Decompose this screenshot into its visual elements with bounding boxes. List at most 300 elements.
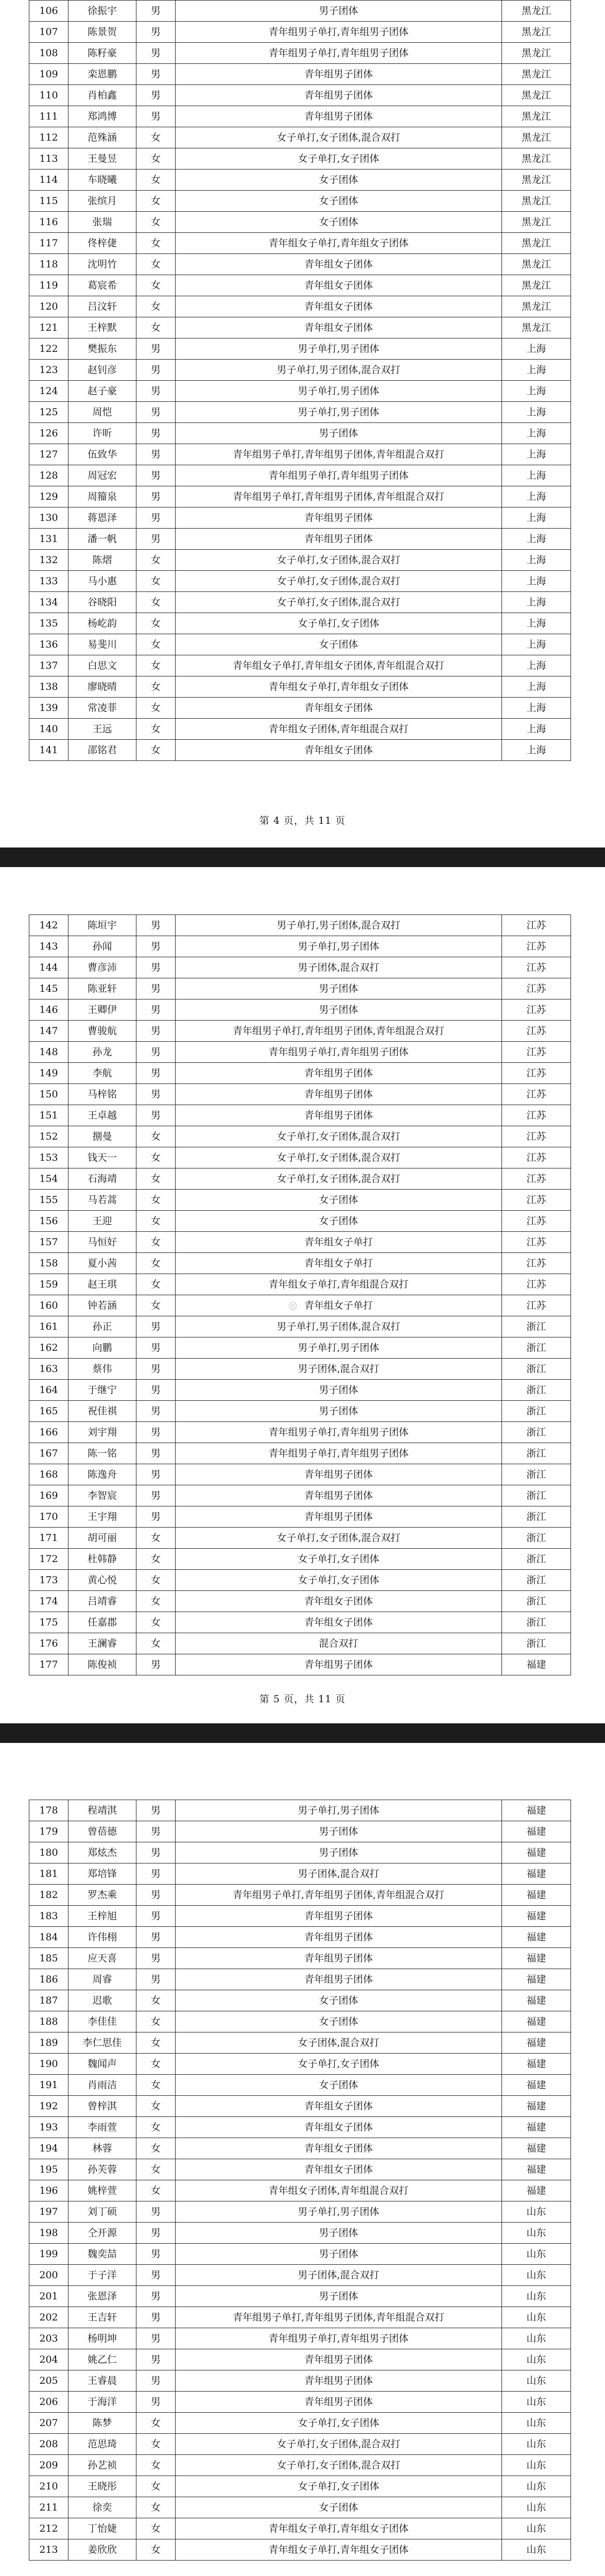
athlete-name: 郑培锋 — [68, 1863, 136, 1885]
events: 混合双打 — [176, 1633, 502, 1654]
events: 女子团体 — [176, 191, 502, 212]
athlete-name: 李航 — [68, 1063, 136, 1084]
gender: 男 — [136, 1654, 176, 1675]
table-row — [29, 2075, 571, 2096]
gender: 男 — [136, 2370, 176, 2392]
row-number: 139 — [29, 698, 68, 719]
events: 青年组男子单打,青年组男子团体,青年组混合双打 — [176, 1021, 502, 1042]
table-row — [29, 2032, 571, 2054]
table-row — [29, 1380, 571, 1401]
athlete-name: 魏闻声 — [68, 2054, 136, 2075]
province: 上海 — [502, 571, 571, 592]
events: 青年组男子单打,青年组男子团体,青年组混合双打 — [176, 444, 502, 465]
table-row — [29, 1042, 571, 1063]
table-row — [29, 1842, 571, 1863]
gender: 男 — [136, 106, 176, 127]
athlete-name: 常凌菲 — [68, 698, 136, 719]
table-row — [29, 957, 571, 978]
athlete-name: 马若蒿 — [68, 1190, 136, 1211]
province: 浙江 — [502, 1464, 571, 1485]
province: 江苏 — [502, 1168, 571, 1190]
events: 青年组女子单打,青年组混合双打 — [176, 1274, 502, 1295]
table-row — [29, 592, 571, 613]
province: 山东 — [502, 2518, 571, 2539]
row-number: 197 — [29, 2201, 68, 2223]
athlete-name: 杨屹韵 — [68, 613, 136, 634]
row-number: 158 — [29, 1253, 68, 1274]
gender: 女 — [136, 2518, 176, 2539]
table-row — [29, 1969, 571, 1990]
events: 女子单打,女子团体 — [176, 1549, 502, 1570]
events: 女子单打,女子团体,混合双打 — [176, 1168, 502, 1190]
events: 女子单打,女子团体,混合双打 — [176, 2434, 502, 2455]
athlete-name: 范思琦 — [68, 2434, 136, 2455]
table-row — [29, 2497, 571, 2518]
table-row — [29, 1612, 571, 1633]
province: 上海 — [502, 550, 571, 571]
athlete-name: 姚乙仁 — [68, 2349, 136, 2370]
province: 福建 — [502, 2054, 571, 2075]
events: 男子单打,男子团体 — [176, 1800, 502, 1821]
gender: 女 — [136, 1570, 176, 1591]
row-number: 146 — [29, 999, 68, 1021]
province: 上海 — [502, 719, 571, 740]
events: 青年组男子团体 — [176, 1948, 502, 1969]
province: 上海 — [502, 529, 571, 550]
gender: 男 — [136, 85, 176, 106]
gender: 女 — [136, 1211, 176, 1232]
table-row — [29, 1570, 571, 1591]
gender: 女 — [136, 127, 176, 148]
events: 女子单打,女子团体,混合双打 — [176, 1528, 502, 1549]
province: 上海 — [502, 465, 571, 486]
events: 男子团体,混合双打 — [176, 957, 502, 978]
athlete-name: 范殊涵 — [68, 127, 136, 148]
athlete-name: 周冠宏 — [68, 465, 136, 486]
events: 女子单打,女子团体 — [176, 2054, 502, 2075]
events: 青年组男子团体 — [176, 1084, 502, 1105]
table-row — [29, 2455, 571, 2476]
athlete-name: 陈俊祯 — [68, 1654, 136, 1675]
table-row — [29, 1906, 571, 1927]
gender: 男 — [136, 1948, 176, 1969]
row-number: 162 — [29, 1337, 68, 1359]
row-number: 110 — [29, 85, 68, 106]
row-number: 173 — [29, 1570, 68, 1591]
table-row — [29, 2476, 571, 2497]
athlete-name: 曾梓淇 — [68, 2096, 136, 2117]
events: 女子团体 — [176, 170, 502, 191]
athlete-name: 周恺 — [68, 402, 136, 423]
events: 青年组男子团体 — [176, 1906, 502, 1927]
athlete-name: 王卿伊 — [68, 999, 136, 1021]
row-number: 141 — [29, 740, 68, 761]
table-row — [29, 2539, 571, 2561]
province: 上海 — [502, 402, 571, 423]
athlete-name: 于子洋 — [68, 2265, 136, 2286]
events: 女子单打,女子团体 — [176, 1570, 502, 1591]
table-row — [29, 233, 571, 254]
row-number: 194 — [29, 2138, 68, 2159]
province: 黑龙江 — [502, 64, 571, 85]
table-row — [29, 1591, 571, 1612]
events: 男子团体,混合双打 — [176, 1863, 502, 1885]
gender: 男 — [136, 1422, 176, 1443]
athlete-name: 丁怡婕 — [68, 2518, 136, 2539]
row-number: 178 — [29, 1800, 68, 1821]
province: 江苏 — [502, 1084, 571, 1105]
events: 女子单打,女子团体,混合双打 — [176, 2455, 502, 2476]
athlete-name: 胡可丽 — [68, 1528, 136, 1549]
province: 福建 — [502, 1800, 571, 1821]
table-row — [29, 2349, 571, 2370]
gender: 男 — [136, 1063, 176, 1084]
row-number: 190 — [29, 2054, 68, 2075]
events: 男子团体 — [176, 978, 502, 999]
table-row — [29, 444, 571, 465]
province: 福建 — [502, 1821, 571, 1842]
province: 江苏 — [502, 1295, 571, 1316]
province: 山东 — [502, 2476, 571, 2497]
row-number: 149 — [29, 1063, 68, 1084]
row-number: 211 — [29, 2497, 68, 2518]
row-number: 159 — [29, 1274, 68, 1295]
row-number: 137 — [29, 655, 68, 676]
row-number: 143 — [29, 936, 68, 957]
province: 山东 — [502, 2223, 571, 2244]
row-number: 125 — [29, 402, 68, 423]
province: 福建 — [502, 2117, 571, 2138]
gender: 女 — [136, 2011, 176, 2032]
province: 黑龙江 — [502, 254, 571, 275]
athlete-name: 李智宸 — [68, 1485, 136, 1506]
athlete-name: 钟若涵 — [68, 1295, 136, 1316]
province: 福建 — [502, 1885, 571, 1906]
province: 上海 — [502, 676, 571, 698]
athlete-name: 伍致华 — [68, 444, 136, 465]
events: 女子单打,女子团体 — [176, 2413, 502, 2434]
athlete-name: 樊振东 — [68, 338, 136, 360]
athlete-name: 蔡伟 — [68, 1359, 136, 1380]
athlete-name: 潘一帆 — [68, 529, 136, 550]
row-number: 126 — [29, 423, 68, 444]
athlete-name: 郑鸿博 — [68, 106, 136, 127]
events: 青年组男子单打,青年组男子团体 — [176, 465, 502, 486]
athlete-name: 车晓曦 — [68, 170, 136, 191]
events: 女子单打,女子团体,混合双打 — [176, 1126, 502, 1147]
row-number: 132 — [29, 550, 68, 571]
gender: 男 — [136, 402, 176, 423]
gender: 女 — [136, 1633, 176, 1654]
gender: 男 — [136, 957, 176, 978]
events: 青年组男子单打,青年组男子团体 — [176, 22, 502, 43]
row-number: 151 — [29, 1105, 68, 1126]
province: 山东 — [502, 2286, 571, 2307]
gender: 女 — [136, 212, 176, 233]
table-row — [29, 2159, 571, 2180]
events: 青年组男子团体 — [176, 85, 502, 106]
row-number: 153 — [29, 1147, 68, 1168]
athlete-name: 于继宁 — [68, 1380, 136, 1401]
events: 男子团体 — [176, 1821, 502, 1842]
row-number: 113 — [29, 148, 68, 170]
athlete-name: 陈景贺 — [68, 22, 136, 43]
athlete-name: 郑炫杰 — [68, 1842, 136, 1863]
gender: 男 — [136, 1506, 176, 1528]
table-row — [29, 676, 571, 698]
row-number: 134 — [29, 592, 68, 613]
table-row — [29, 338, 571, 360]
events: 女子团体 — [176, 634, 502, 655]
athlete-name: 马梓铭 — [68, 1084, 136, 1105]
row-number: 167 — [29, 1443, 68, 1464]
athlete-name: 孙闻 — [68, 936, 136, 957]
athlete-name: 孙正 — [68, 1316, 136, 1337]
gender: 女 — [136, 1528, 176, 1549]
table-row — [29, 1021, 571, 1042]
province: 黑龙江 — [502, 212, 571, 233]
row-number: 200 — [29, 2265, 68, 2286]
province: 上海 — [502, 381, 571, 402]
province: 黑龙江 — [502, 1, 571, 22]
row-number: 181 — [29, 1863, 68, 1885]
table-row — [29, 1654, 571, 1675]
gender: 女 — [136, 1168, 176, 1190]
gender: 男 — [136, 936, 176, 957]
athlete-name: 曹彦沛 — [68, 957, 136, 978]
province: 山东 — [502, 2307, 571, 2328]
row-number: 115 — [29, 191, 68, 212]
table-row — [29, 1232, 571, 1253]
gender: 男 — [136, 1, 176, 22]
table-row — [29, 1863, 571, 1885]
row-number: 179 — [29, 1821, 68, 1842]
row-number: 172 — [29, 1549, 68, 1570]
table-row — [29, 423, 571, 444]
athlete-name: 王梓默 — [68, 317, 136, 338]
province: 浙江 — [502, 1506, 571, 1528]
row-number: 150 — [29, 1084, 68, 1105]
province: 浙江 — [502, 1549, 571, 1570]
athlete-name: 钱天一 — [68, 1147, 136, 1168]
table-row — [29, 1274, 571, 1295]
province: 江苏 — [502, 936, 571, 957]
athlete-name: 陈垣宇 — [68, 915, 136, 936]
table-row — [29, 2307, 571, 2328]
athlete-name: 李仁思佳 — [68, 2032, 136, 2054]
events: 男子团体 — [176, 423, 502, 444]
events: 青年组女子单打 — [176, 1295, 502, 1316]
province: 江苏 — [502, 1021, 571, 1042]
athlete-name: 陈一铭 — [68, 1443, 136, 1464]
row-number: 144 — [29, 957, 68, 978]
table-row — [29, 43, 571, 64]
gender: 女 — [136, 613, 176, 634]
table-row — [29, 254, 571, 275]
table-row — [29, 1084, 571, 1105]
row-number: 206 — [29, 2392, 68, 2413]
athlete-name: 吕汶轩 — [68, 296, 136, 317]
table-row — [29, 2054, 571, 2075]
province: 福建 — [502, 1969, 571, 1990]
province: 山东 — [502, 2328, 571, 2349]
gender: 女 — [136, 2117, 176, 2138]
table-row — [29, 2328, 571, 2349]
events: 青年组女子团体,青年组混合双打 — [176, 719, 502, 740]
athlete-name: 佟梓倢 — [68, 233, 136, 254]
table-row — [29, 275, 571, 296]
athlete-name: 谷晓阳 — [68, 592, 136, 613]
athlete-name: 易斐川 — [68, 634, 136, 655]
athlete-name: 刘宇翔 — [68, 1422, 136, 1443]
table-row — [29, 529, 571, 550]
table-row — [29, 64, 571, 85]
events: 男子团体 — [176, 999, 502, 1021]
table-row — [29, 2223, 571, 2244]
gender: 男 — [136, 2307, 176, 2328]
page-separator — [0, 1723, 605, 1743]
row-number: 148 — [29, 1042, 68, 1063]
table-row — [29, 486, 571, 507]
province: 江苏 — [502, 1274, 571, 1295]
table-row — [29, 634, 571, 655]
province: 浙江 — [502, 1612, 571, 1633]
province: 浙江 — [502, 1485, 571, 1506]
athlete-name: 应天喜 — [68, 1948, 136, 1969]
events: 女子单打,女子团体,混合双打 — [176, 127, 502, 148]
province: 上海 — [502, 423, 571, 444]
events: 青年组女子团体 — [176, 317, 502, 338]
table-row — [29, 1990, 571, 2011]
gender: 女 — [136, 571, 176, 592]
gender: 女 — [136, 592, 176, 613]
table-row — [29, 1126, 571, 1147]
gender: 男 — [136, 1800, 176, 1821]
events: 青年组男子单打,青年组男子团体 — [176, 1042, 502, 1063]
table-row — [29, 22, 571, 43]
athlete-name: 王梓旭 — [68, 1906, 136, 1927]
events: 青年组男子团体 — [176, 1506, 502, 1528]
province: 福建 — [502, 2032, 571, 2054]
gender: 女 — [136, 233, 176, 254]
gender: 男 — [136, 978, 176, 999]
province: 上海 — [502, 698, 571, 719]
events: 青年组男子单打,青年组男子团体 — [176, 43, 502, 64]
athlete-name: 王澜睿 — [68, 1633, 136, 1654]
row-number: 130 — [29, 507, 68, 529]
events: 青年组男子团体 — [176, 2349, 502, 2370]
events: 青年组女子单打 — [176, 1253, 502, 1274]
table-row — [29, 1549, 571, 1570]
gender: 女 — [136, 1612, 176, 1633]
table-row — [29, 296, 571, 317]
athlete-name: 许伟栩 — [68, 1927, 136, 1948]
gender: 女 — [136, 1232, 176, 1253]
province: 福建 — [502, 2138, 571, 2159]
athlete-name: 捌曼 — [68, 1126, 136, 1147]
province: 山东 — [502, 2413, 571, 2434]
gender: 女 — [136, 1295, 176, 1316]
province: 上海 — [502, 338, 571, 360]
table-row — [29, 1147, 571, 1168]
province: 上海 — [502, 507, 571, 529]
province: 福建 — [502, 1990, 571, 2011]
province: 山东 — [502, 2244, 571, 2265]
table-row — [29, 2096, 571, 2117]
row-number: 202 — [29, 2307, 68, 2328]
events: 青年组女子团体 — [176, 254, 502, 275]
province: 黑龙江 — [502, 275, 571, 296]
table-row — [29, 317, 571, 338]
athlete-name: 陈逸舟 — [68, 1464, 136, 1485]
gender: 男 — [136, 1042, 176, 1063]
gender: 男 — [136, 22, 176, 43]
province: 黑龙江 — [502, 317, 571, 338]
events: 青年组女子团体 — [176, 1612, 502, 1633]
province: 黑龙江 — [502, 148, 571, 170]
events: 青年组男子团体 — [176, 1105, 502, 1126]
gender: 男 — [136, 381, 176, 402]
province: 上海 — [502, 486, 571, 507]
athlete-name: 栾恩鹏 — [68, 64, 136, 85]
row-number: 133 — [29, 571, 68, 592]
province: 黑龙江 — [502, 233, 571, 254]
events: 青年组女子团体,青年组混合双打 — [176, 2180, 502, 2201]
events: 女子单打,女子团体 — [176, 613, 502, 634]
province: 黑龙江 — [502, 43, 571, 64]
gender: 女 — [136, 2455, 176, 2476]
row-number: 199 — [29, 2244, 68, 2265]
athlete-name: 黄心悦 — [68, 1570, 136, 1591]
gender: 男 — [136, 1337, 176, 1359]
row-number: 128 — [29, 465, 68, 486]
gender: 男 — [136, 2244, 176, 2265]
province: 江苏 — [502, 1211, 571, 1232]
table-row — [29, 1422, 571, 1443]
gender: 女 — [136, 550, 176, 571]
province: 黑龙江 — [502, 170, 571, 191]
row-number: 205 — [29, 2370, 68, 2392]
province: 上海 — [502, 592, 571, 613]
athlete-name: 周籀泉 — [68, 486, 136, 507]
province: 黑龙江 — [502, 127, 571, 148]
table-row — [29, 2434, 571, 2455]
gender: 男 — [136, 1401, 176, 1422]
province: 江苏 — [502, 1190, 571, 1211]
table-row — [29, 915, 571, 936]
province: 福建 — [502, 1927, 571, 1948]
gender: 女 — [136, 1147, 176, 1168]
row-number: 213 — [29, 2539, 68, 2561]
events: 青年组男子团体 — [176, 64, 502, 85]
athlete-name: 赵钊彦 — [68, 360, 136, 381]
table-row — [29, 1464, 571, 1485]
events: 男子单打,男子团体,混合双打 — [176, 1316, 502, 1337]
row-number: 106 — [29, 1, 68, 22]
province: 山东 — [502, 2455, 571, 2476]
row-number: 114 — [29, 170, 68, 191]
events: 青年组男子团体 — [176, 1969, 502, 1990]
province: 江苏 — [502, 1063, 571, 1084]
gender: 女 — [136, 2075, 176, 2096]
table-row — [29, 507, 571, 529]
events: 青年组男子单打,青年组男子团体,青年组混合双打 — [176, 2307, 502, 2328]
gender: 女 — [136, 1126, 176, 1147]
athlete-name: 孙龙 — [68, 1042, 136, 1063]
gender: 男 — [136, 999, 176, 1021]
events: 青年组男子单打,青年组男子团体 — [176, 1443, 502, 1464]
gender: 男 — [136, 64, 176, 85]
